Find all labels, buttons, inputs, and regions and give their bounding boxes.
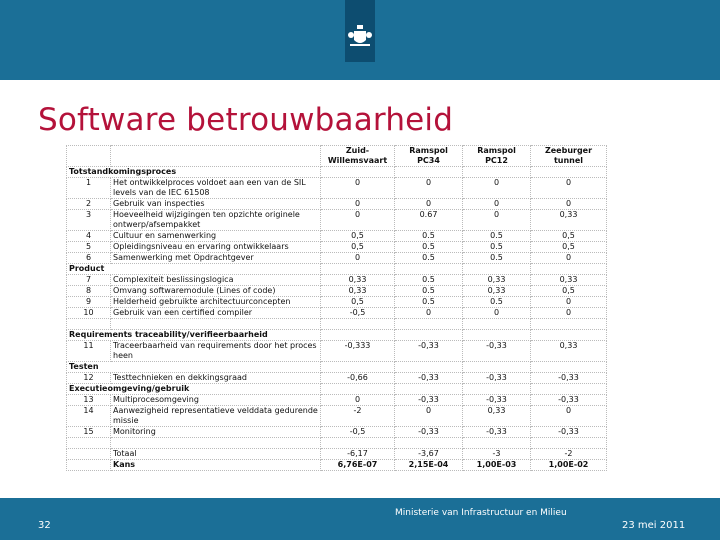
empty-cell xyxy=(321,438,395,449)
table-row xyxy=(67,373,607,384)
value-cell: 0,33 xyxy=(531,275,607,286)
table-row xyxy=(67,308,607,319)
value-cell: 0 xyxy=(321,253,395,264)
criterion-label: Gebruik van inspecties xyxy=(111,199,321,210)
empty-cell xyxy=(531,330,607,341)
value-cell: -0,66 xyxy=(321,373,395,384)
row-index: 7 xyxy=(67,275,111,286)
value-cell: 0 xyxy=(531,406,607,427)
value-cell: -0,33 xyxy=(395,427,463,438)
table-row xyxy=(67,210,607,231)
empty-cell xyxy=(463,264,531,275)
value-cell: 0 xyxy=(395,406,463,427)
section-row xyxy=(67,330,607,341)
value-cell: -0,333 xyxy=(321,341,395,362)
value-cell: 0 xyxy=(395,308,463,319)
table-row xyxy=(67,395,607,406)
table-row xyxy=(67,341,607,362)
value-cell: 0 xyxy=(321,210,395,231)
empty-cell xyxy=(531,264,607,275)
row-index: 4 xyxy=(67,231,111,242)
empty-cell xyxy=(463,319,531,330)
empty-cell xyxy=(321,330,395,341)
row-index: 15 xyxy=(67,427,111,438)
header-criterion xyxy=(111,146,321,167)
row-index: 13 xyxy=(67,395,111,406)
value-cell: -0,5 xyxy=(321,308,395,319)
value-cell: -2 xyxy=(531,449,607,460)
value-cell: 0 xyxy=(531,253,607,264)
value-cell: 0,33 xyxy=(531,341,607,362)
value-cell: -0,33 xyxy=(531,395,607,406)
table-row xyxy=(67,178,607,199)
value-cell: 2,15E-04 xyxy=(395,460,463,471)
row-index: 10 xyxy=(67,308,111,319)
empty-cell xyxy=(395,264,463,275)
row-index: 3 xyxy=(67,210,111,231)
value-cell: 0 xyxy=(395,178,463,199)
header-zuid-willemsvaart: Zuid-Willemsvaart xyxy=(321,146,395,167)
value-cell: -0,33 xyxy=(395,341,463,362)
value-cell: -0,33 xyxy=(463,373,531,384)
value-cell: 0 xyxy=(531,297,607,308)
empty-cell xyxy=(67,438,111,449)
value-cell: 0,33 xyxy=(531,210,607,231)
empty-cell xyxy=(463,330,531,341)
ministry-name: Ministerie van Infrastructuur en Milieu xyxy=(395,508,567,518)
empty-cell xyxy=(463,167,531,178)
value-cell: 0.5 xyxy=(395,231,463,242)
criterion-label: Gebruik van een certified compiler xyxy=(111,308,321,319)
table-row xyxy=(67,253,607,264)
criterion-label: Monitoring xyxy=(111,427,321,438)
header-ramspol-pc34: Ramspol PC34 xyxy=(395,146,463,167)
value-cell: -2 xyxy=(321,406,395,427)
empty-cell xyxy=(395,330,463,341)
criterion-label: Multiprocesomgeving xyxy=(111,395,321,406)
value-cell: 0 xyxy=(463,210,531,231)
page-number: 32 xyxy=(38,520,51,531)
value-cell: 0.5 xyxy=(463,253,531,264)
slide-title: Software betrouwbaarheid xyxy=(38,102,454,138)
section-row xyxy=(67,362,607,373)
value-cell: 0 xyxy=(531,178,607,199)
coat-of-arms-icon xyxy=(345,24,375,50)
empty-cell xyxy=(321,167,395,178)
value-cell: -0,33 xyxy=(463,341,531,362)
row-index xyxy=(67,460,111,471)
table-row xyxy=(67,231,607,242)
empty-cell xyxy=(321,362,395,373)
value-cell: -0,33 xyxy=(395,373,463,384)
value-cell: 0,33 xyxy=(463,286,531,297)
empty-cell xyxy=(463,362,531,373)
section-row xyxy=(67,264,607,275)
table-row xyxy=(67,242,607,253)
empty-cell xyxy=(531,438,607,449)
header-zeeburger-tunnel: Zeeburger tunnel xyxy=(531,146,607,167)
row-index: 8 xyxy=(67,286,111,297)
empty-cell xyxy=(321,319,395,330)
section-label: Totstandkomingsproces xyxy=(67,167,321,178)
row-index: 2 xyxy=(67,199,111,210)
value-cell: 0.5 xyxy=(395,297,463,308)
value-cell: 1,00E-03 xyxy=(463,460,531,471)
row-index: 14 xyxy=(67,406,111,427)
empty-cell xyxy=(111,438,321,449)
value-cell: -3 xyxy=(463,449,531,460)
empty-cell xyxy=(321,264,395,275)
reliability-table xyxy=(66,145,606,471)
row-index: 6 xyxy=(67,253,111,264)
value-cell: 0.5 xyxy=(463,297,531,308)
value-cell: -3,67 xyxy=(395,449,463,460)
empty-cell xyxy=(111,319,321,330)
value-cell: 0.5 xyxy=(395,275,463,286)
empty-cell xyxy=(531,319,607,330)
table-row xyxy=(67,427,607,438)
criterion-label: Samenwerking met Opdrachtgever xyxy=(111,253,321,264)
value-cell: 0,5 xyxy=(531,286,607,297)
value-cell: -0,5 xyxy=(321,427,395,438)
value-cell: -0,33 xyxy=(395,395,463,406)
table-header-row xyxy=(67,146,607,167)
table-row xyxy=(67,406,607,427)
criterion-label: Aanwezigheid representatieve velddata gedurende missie xyxy=(111,406,321,427)
empty-cell xyxy=(395,362,463,373)
section-label: Product xyxy=(67,264,321,275)
table-row xyxy=(67,199,607,210)
value-cell: 0,5 xyxy=(321,297,395,308)
header-band xyxy=(0,0,720,80)
kans-row xyxy=(67,460,607,471)
criterion-label: Traceerbaarheid van requirements door het proces heen xyxy=(111,341,321,362)
value-cell: 0 xyxy=(463,199,531,210)
empty-cell xyxy=(395,384,463,395)
section-label: Testen xyxy=(67,362,321,373)
value-cell: 0,33 xyxy=(321,286,395,297)
value-cell: 0.5 xyxy=(395,242,463,253)
empty-cell xyxy=(395,167,463,178)
section-row xyxy=(67,384,607,395)
spacer-row xyxy=(67,438,607,449)
value-cell: 0.5 xyxy=(395,286,463,297)
spacer-row xyxy=(67,319,607,330)
criterion-label: Totaal xyxy=(111,449,321,460)
value-cell: 0 xyxy=(531,308,607,319)
value-cell: 0.67 xyxy=(395,210,463,231)
empty-cell xyxy=(321,384,395,395)
value-cell: 0,5 xyxy=(531,242,607,253)
row-index: 9 xyxy=(67,297,111,308)
value-cell: -0,33 xyxy=(463,395,531,406)
criterion-label: Cultuur en samenwerking xyxy=(111,231,321,242)
value-cell: 0 xyxy=(463,308,531,319)
value-cell: 0 xyxy=(531,199,607,210)
row-index xyxy=(67,449,111,460)
value-cell: 0.5 xyxy=(395,253,463,264)
empty-cell xyxy=(531,384,607,395)
value-cell: 6,76E-07 xyxy=(321,460,395,471)
empty-cell xyxy=(395,319,463,330)
value-cell: 0,33 xyxy=(463,275,531,286)
table-row xyxy=(67,275,607,286)
criterion-label: Testtechnieken en dekkingsgraad xyxy=(111,373,321,384)
value-cell: 0,33 xyxy=(463,406,531,427)
value-cell: -6,17 xyxy=(321,449,395,460)
value-cell: 0 xyxy=(321,199,395,210)
header-ramspol-pc12: Ramspol PC12 xyxy=(463,146,531,167)
empty-cell xyxy=(531,167,607,178)
criterion-label: Het ontwikkelproces voldoet aan een van de SIL levels van de IEC 61508 xyxy=(111,178,321,199)
value-cell: 0,5 xyxy=(321,231,395,242)
table-row xyxy=(67,297,607,308)
empty-cell xyxy=(531,362,607,373)
value-cell: -0,33 xyxy=(531,373,607,384)
footer-band xyxy=(0,498,720,540)
value-cell: 0 xyxy=(321,178,395,199)
criterion-label: Helderheid gebruikte architectuurconcepten xyxy=(111,297,321,308)
criterion-label: Omvang softwaremodule (Lines of code) xyxy=(111,286,321,297)
value-cell: 0.5 xyxy=(463,231,531,242)
empty-cell xyxy=(463,384,531,395)
row-index: 12 xyxy=(67,373,111,384)
table-row xyxy=(67,286,607,297)
emblem-panel xyxy=(345,0,375,62)
criterion-label: Kans xyxy=(111,460,321,471)
row-index: 1 xyxy=(67,178,111,199)
value-cell: 0 xyxy=(395,199,463,210)
value-cell: -0,33 xyxy=(531,427,607,438)
empty-cell xyxy=(463,438,531,449)
criterion-label: Hoeveelheid wijzigingen ten opzichte originele ontwerp/afsempakket xyxy=(111,210,321,231)
value-cell: 0,5 xyxy=(531,231,607,242)
value-cell: 0 xyxy=(463,178,531,199)
empty-cell xyxy=(67,319,111,330)
row-index: 11 xyxy=(67,341,111,362)
criterion-label: Opleidingsniveau en ervaring ontwikkelaars xyxy=(111,242,321,253)
criterion-label: Complexiteit beslissingslogica xyxy=(111,275,321,286)
value-cell: 0,33 xyxy=(321,275,395,286)
value-cell: 1,00E-02 xyxy=(531,460,607,471)
value-cell: 0,5 xyxy=(321,242,395,253)
value-cell: -0,33 xyxy=(463,427,531,438)
presentation-date: 23 mei 2011 xyxy=(622,520,686,531)
row-index: 5 xyxy=(67,242,111,253)
value-cell: 0.5 xyxy=(463,242,531,253)
value-cell: 0 xyxy=(321,395,395,406)
section-label: Requirements traceability/verifieerbaarheid xyxy=(67,330,321,341)
total-row xyxy=(67,449,607,460)
section-row xyxy=(67,167,607,178)
section-label: Executieomgeving/gebruik xyxy=(67,384,321,395)
empty-cell xyxy=(395,438,463,449)
header-index xyxy=(67,146,111,167)
